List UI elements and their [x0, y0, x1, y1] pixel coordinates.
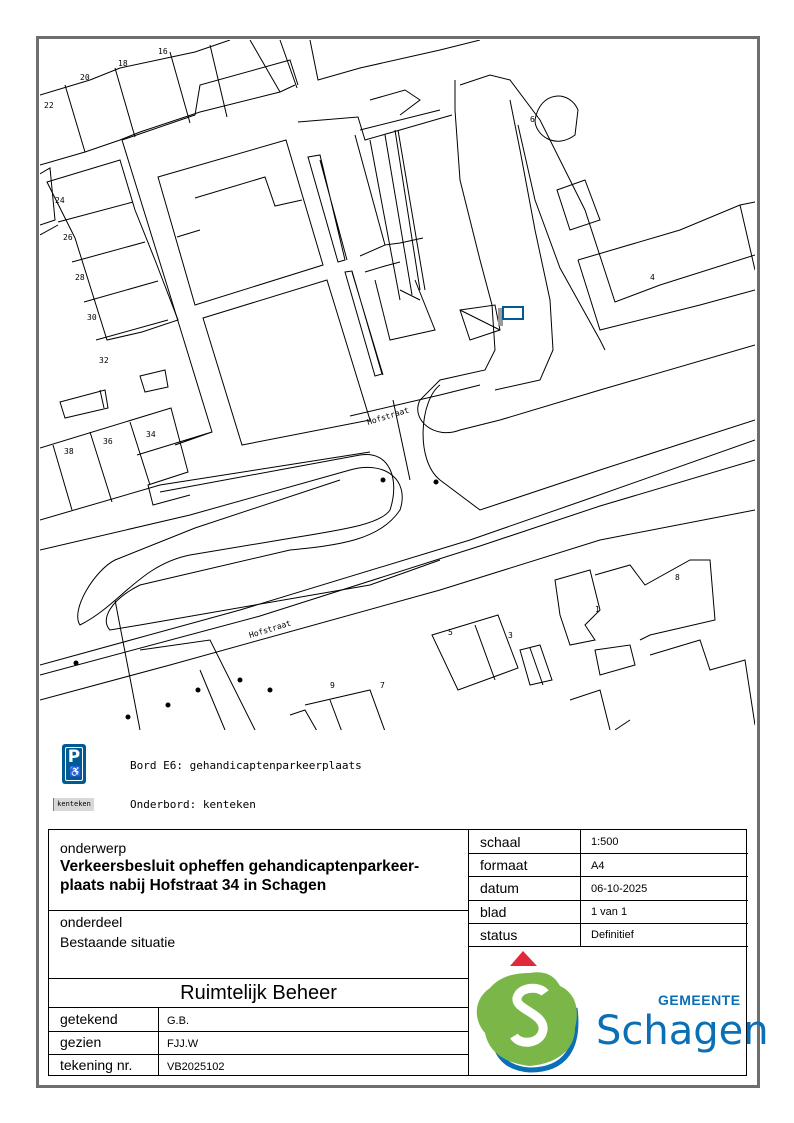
subject-line-1: Verkeersbesluit opheffen gehandicaptenparkeer- — [60, 858, 420, 875]
status-label: status — [480, 927, 518, 943]
house-number: 3 — [508, 631, 513, 640]
legend-onderbord-text: Onderbord: kenteken — [130, 798, 256, 811]
subject-title — [60, 857, 419, 895]
logo-schagen-text: Schagen — [596, 1008, 769, 1054]
onderdeel-label: onderdeel — [60, 914, 123, 930]
datum-label: datum — [480, 880, 519, 896]
schagen-emblem-icon — [470, 948, 590, 1074]
department-name: Ruimtelijk Beheer — [180, 982, 337, 1004]
house-number: 1 — [595, 605, 600, 614]
getekend-label: getekend — [60, 1011, 118, 1027]
house-number: 6 — [530, 115, 535, 124]
house-number: 4 — [650, 273, 655, 282]
building-outline — [122, 60, 298, 455]
schaal-value: 1:500 — [591, 836, 619, 848]
datum-value: 06-10-2025 — [591, 883, 648, 895]
formaat-label: formaat — [480, 857, 528, 873]
house-number: 9 — [330, 681, 335, 690]
subject-line-2: plaats nabij Hofstraat 34 in Schagen — [60, 877, 327, 894]
gemeente-schagen-logo — [470, 948, 769, 1074]
house-number: 38 — [64, 447, 74, 456]
tekening-value: VB2025102 — [167, 1061, 225, 1073]
building-outline — [60, 370, 168, 418]
house-number: 5 — [448, 628, 453, 637]
road-edge — [418, 75, 755, 510]
house-number: 24 — [55, 196, 65, 205]
onderwerp-label: onderwerp — [60, 840, 127, 856]
road-edge — [40, 467, 440, 630]
disabled-parking-sign-icon: P ♿ — [62, 744, 86, 784]
house-number: 20 — [80, 73, 90, 82]
house-number: 8 — [675, 573, 680, 582]
street-label: Hofstraat — [365, 405, 411, 427]
gezien-value: FJJ.W — [167, 1038, 199, 1050]
road-edge — [78, 454, 394, 625]
house-number: 34 — [146, 430, 156, 439]
e6-sign-marker — [503, 307, 523, 319]
onderdeel-value: Bestaande situatie — [60, 934, 176, 950]
blad-label: blad — [480, 904, 507, 920]
building-outline — [570, 690, 630, 730]
building-outline — [40, 408, 190, 510]
house-number: 32 — [99, 356, 109, 365]
blad-value: 1 van 1 — [591, 906, 628, 918]
building-outline — [557, 180, 755, 330]
situation-map — [40, 40, 755, 730]
status-value: Definitief — [591, 929, 634, 941]
house-number: 18 — [118, 59, 128, 68]
house-number: 22 — [44, 101, 54, 110]
house-number: 30 — [87, 313, 97, 322]
building-outline — [290, 690, 390, 730]
house-number: 16 — [158, 47, 168, 56]
building-outline — [555, 560, 755, 725]
legend-e6-text: Bord E6: gehandicaptenparkeerplaats — [130, 759, 362, 772]
gezien-label: gezien — [60, 1034, 102, 1050]
tekening-label: tekening nr. — [60, 1057, 133, 1073]
formaat-value: A4 — [591, 860, 605, 872]
house-number: 26 — [63, 233, 73, 242]
kenteken-subsign-icon: kenteken — [53, 798, 94, 811]
building-outline — [432, 615, 552, 690]
street-label: Hofstraat — [247, 618, 293, 640]
getekend-value: G.B. — [167, 1015, 190, 1027]
building-outline — [40, 40, 230, 225]
house-number: 7 — [380, 681, 385, 690]
building-outline — [85, 40, 480, 152]
building-outline — [360, 90, 440, 340]
schaal-label: schaal — [480, 834, 521, 850]
building-outline — [298, 115, 452, 376]
building-outline — [158, 140, 370, 445]
house-number: 36 — [103, 437, 113, 446]
boundary-line — [115, 600, 255, 730]
road-edge — [40, 510, 755, 700]
logo-gemeente-text: GEMEENTE — [658, 992, 741, 1008]
building-outline — [40, 160, 178, 340]
road-edge — [40, 385, 480, 520]
house-number: 28 — [75, 273, 85, 282]
